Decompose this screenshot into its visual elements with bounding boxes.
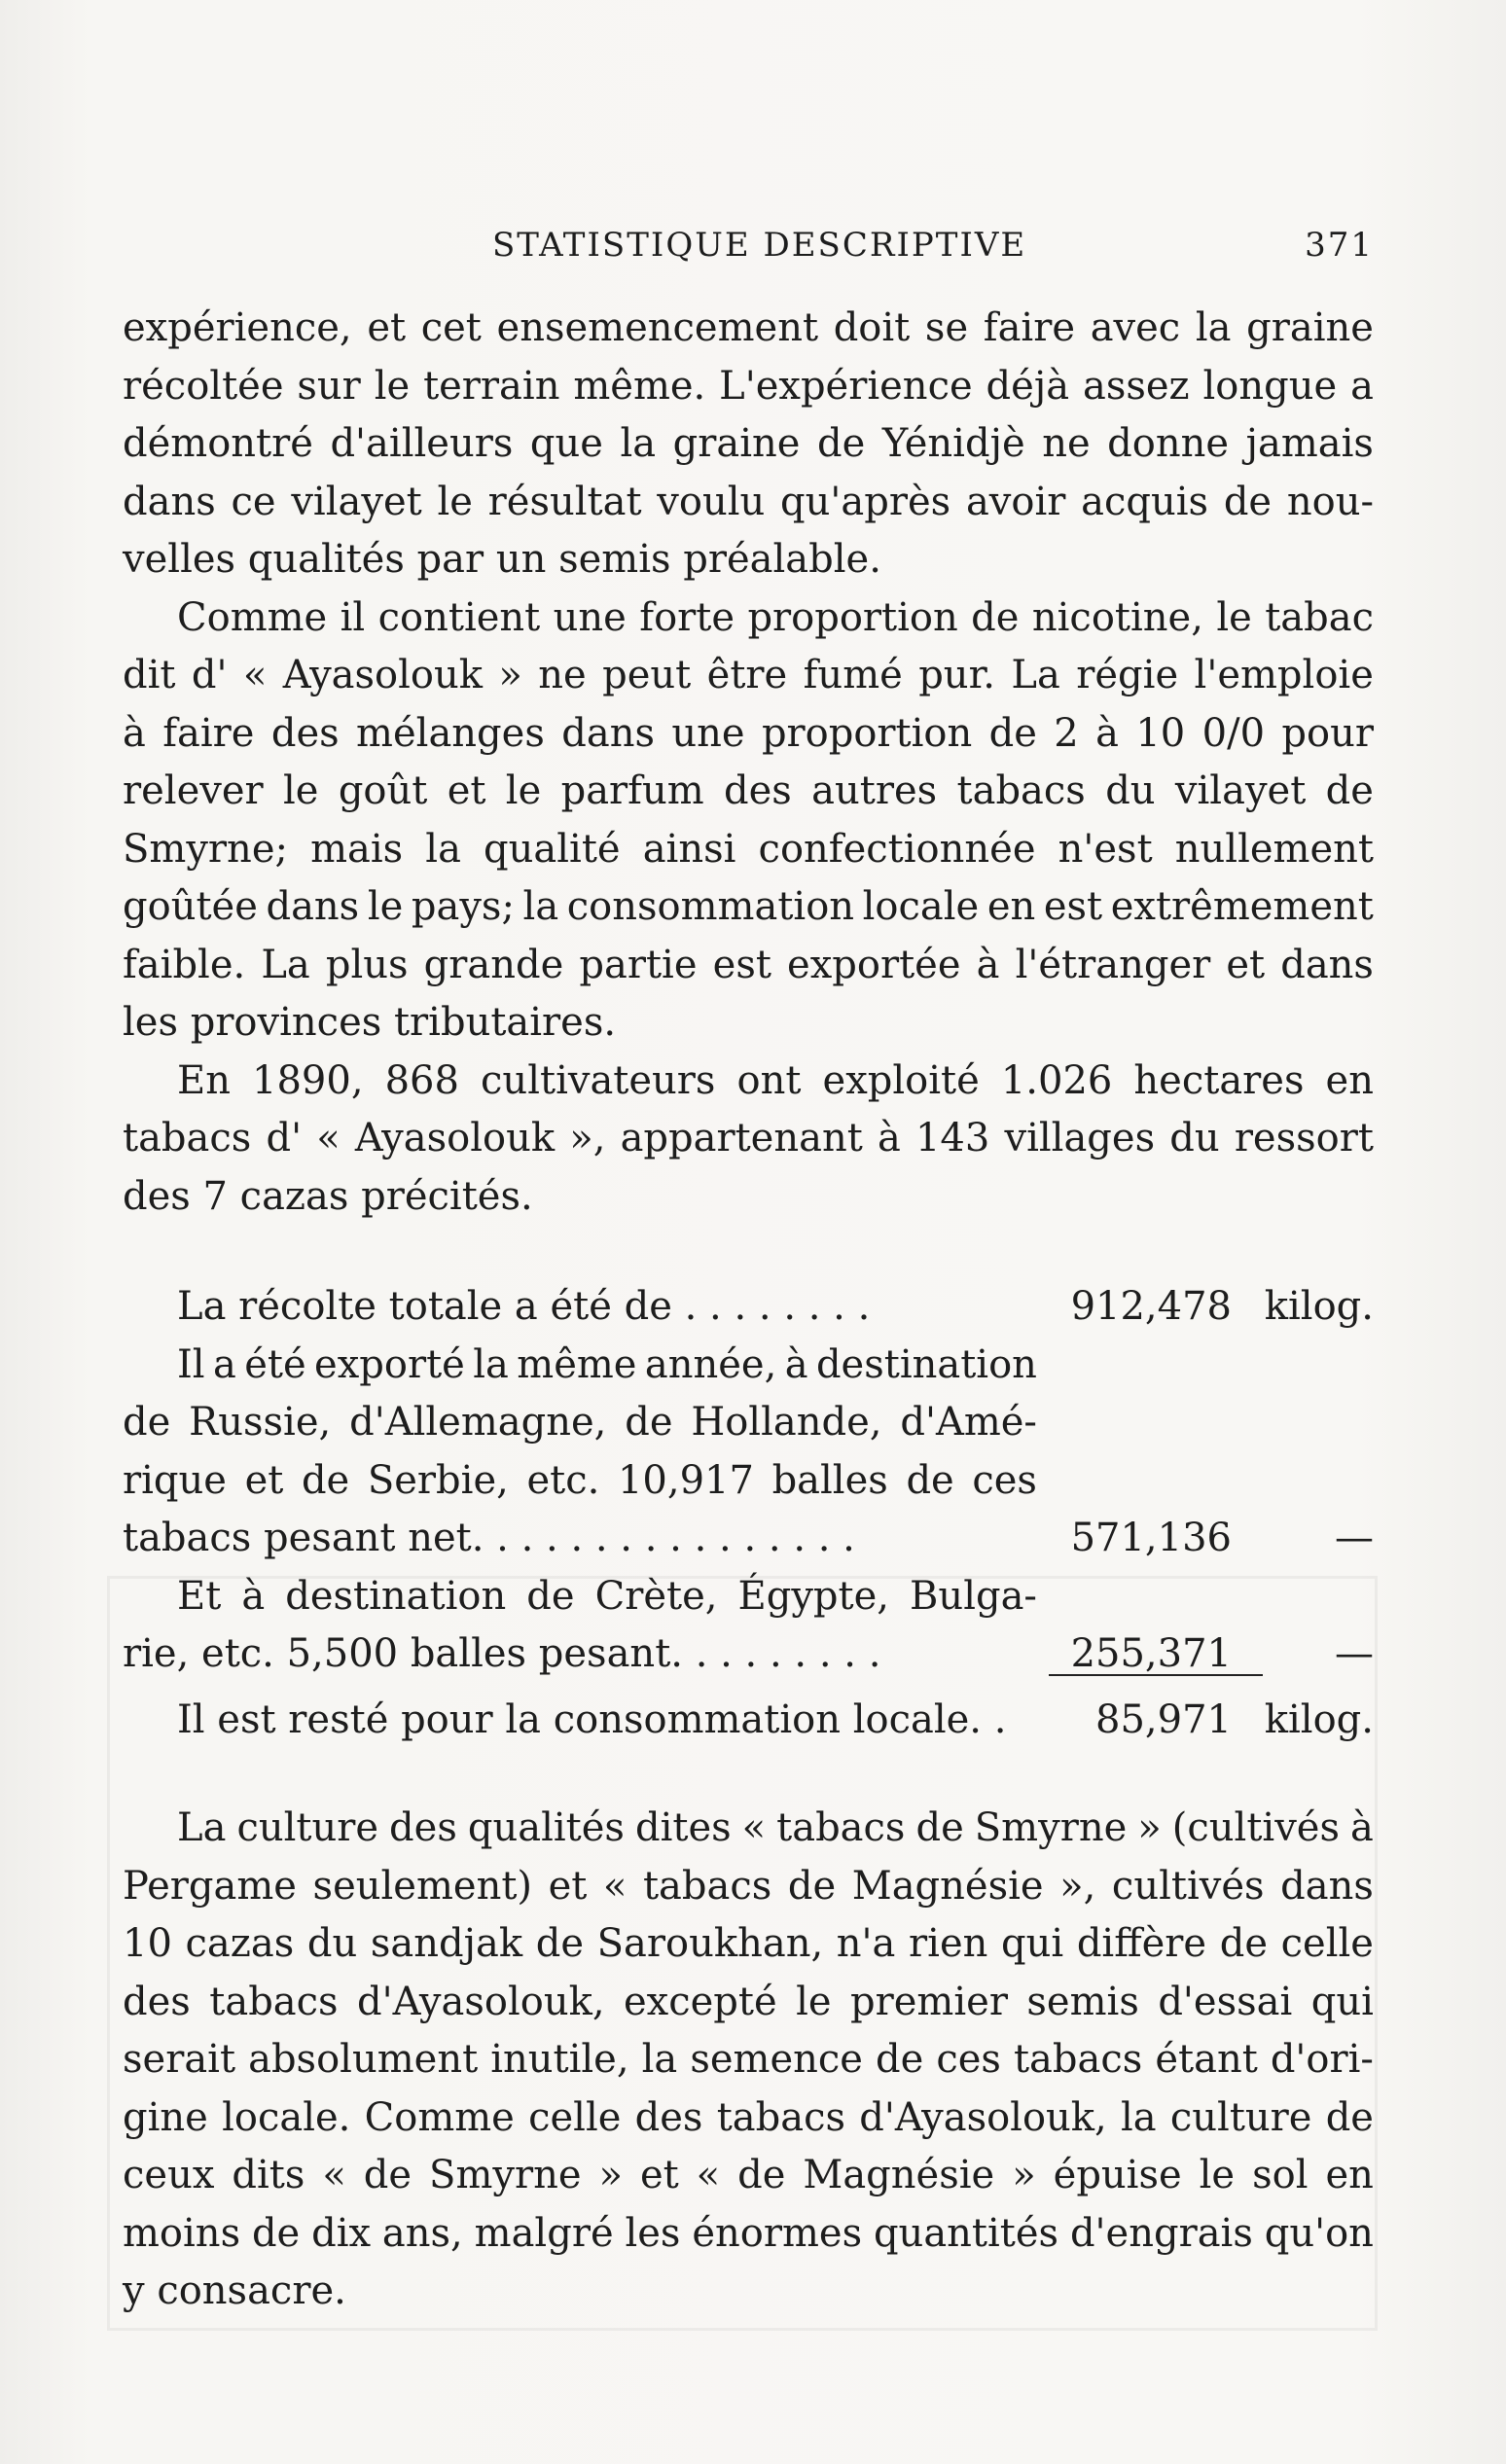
text-line: des 7 cazas précités. — [123, 1173, 533, 1219]
table-label: Et à destination de Crète, Égypte, Bulga- — [177, 1573, 1037, 1619]
text-line: ceux dits « de Smyrne » et « de Magnésie » épuise le sol en — [123, 2153, 1374, 2197]
table-text-line — [123, 1452, 1374, 1511]
spacer — [123, 1226, 1374, 1278]
table-value: 571,136 — [1070, 1516, 1232, 1560]
sum-rule — [1049, 1674, 1263, 1676]
table-text-line — [123, 1394, 1374, 1452]
table-row-local-consumption — [123, 1692, 1374, 1750]
text-line: La culture des qualités dites « tabacs de Smyrne » (cultivés à — [177, 1805, 1374, 1850]
table-value: 255,371 — [1070, 1631, 1232, 1676]
table-label: rie, etc. 5,500 balles pesant. . . . . . . . . — [123, 1631, 881, 1676]
text-column — [123, 220, 1374, 2321]
table-value: 85,971 — [1095, 1696, 1232, 1742]
table-unit: — — [1335, 1516, 1374, 1560]
text-line: moins de dix ans, malgré les énormes quantités d'engrais qu'on — [123, 2210, 1374, 2256]
table-label: Il est resté pour la consommation locale. . — [177, 1696, 1007, 1742]
text-line: les provinces tributaires. — [123, 1000, 617, 1045]
text-line: 10 cazas du sandjak de Saroukhan, n'a rien qui diffère de celle — [123, 1921, 1374, 1966]
table-value: 912,478 — [1070, 1284, 1232, 1329]
table-text-line — [123, 1337, 1374, 1395]
table-label: Il a été exporté la même année, à destination — [177, 1341, 1037, 1387]
text-line: faible. La plus grande partie est exportée à l'étranger et dans — [123, 942, 1374, 987]
paragraph-4 — [123, 1800, 1374, 2321]
spacer — [123, 1749, 1374, 1800]
page-body — [123, 300, 1374, 2321]
page-number: 371 — [1305, 226, 1374, 265]
table-unit: — — [1335, 1631, 1374, 1676]
text-line: expérience, et cet ensemencement doit se faire avec la graine — [123, 305, 1374, 350]
text-line: dit d' « Ayasolouk » ne peut être fumé pur. La régie l'emploie — [123, 653, 1374, 697]
text-line: à faire des mélanges dans une proportion de 2 à 10 0/0 pour — [123, 710, 1374, 756]
text-line: gine locale. Comme celle des tabacs d'Ayasolouk, la culture de — [123, 2094, 1374, 2140]
text-line: des tabacs d'Ayasolouk, excepté le premier semis d'essai qui — [123, 1979, 1374, 2024]
text-line: relever le goût et le parfum des autres tabacs du vilayet de — [123, 768, 1374, 813]
table-unit: kilog. — [1264, 1696, 1374, 1742]
table-label: La récolte totale a été de . . . . . . . . — [177, 1284, 871, 1329]
table-row-export-1 — [123, 1510, 1374, 1568]
text-line: Smyrne; mais la qualité ainsi confectionnée n'est nullement — [123, 826, 1374, 872]
table-label: rique et de Serbie, etc. 10,917 balles de ces — [123, 1457, 1037, 1503]
table-unit: kilog. — [1264, 1284, 1374, 1329]
text-line: En 1890, 868 cultivateurs ont exploité 1.026 hectares en — [177, 1057, 1374, 1103]
text-line: y consacre. — [123, 2268, 346, 2313]
paragraph-2 — [123, 589, 1374, 1053]
table-row-total-harvest — [123, 1278, 1374, 1337]
table-label: de Russie, d'Allemagne, de Hollande, d'Amé- — [123, 1400, 1037, 1445]
running-title: STATISTIQUE DESCRIPTIVE — [492, 226, 1027, 265]
text-line: démontré d'ailleurs que la graine de Yénidjè ne donne jamais — [123, 421, 1374, 466]
running-header — [123, 220, 1374, 278]
table-text-line — [123, 1568, 1374, 1626]
text-line: tabacs d' « Ayasolouk », appartenant à 143 villages du ressort — [123, 1116, 1374, 1161]
harvest-table — [123, 1278, 1374, 1749]
text-line: goûtée dans le pays; la consommation locale en est extrêmement — [123, 884, 1374, 929]
text-line: récoltée sur le terrain même. L'expérience déjà assez longue a — [123, 363, 1374, 409]
text-line: Pergame seulement) et « tabacs de Magnésie », cultivés dans — [123, 1863, 1374, 1909]
table-label: tabacs pesant net. . . . . . . . . . . . . . . . — [123, 1516, 855, 1560]
text-line: dans ce vilayet le résultat voulu qu'après avoir acquis de nou- — [123, 479, 1374, 524]
paragraph-3 — [123, 1053, 1374, 1227]
text-line: serait absolument inutile, la semence de ces tabacs étant d'ori- — [123, 2037, 1374, 2082]
text-line: velles qualités par un semis préalable. — [123, 537, 881, 582]
paragraph-1 — [123, 300, 1374, 589]
sum-rule-row — [123, 1684, 1374, 1692]
text-line: Comme il contient une forte proportion de nicotine, le tabac — [177, 594, 1374, 640]
